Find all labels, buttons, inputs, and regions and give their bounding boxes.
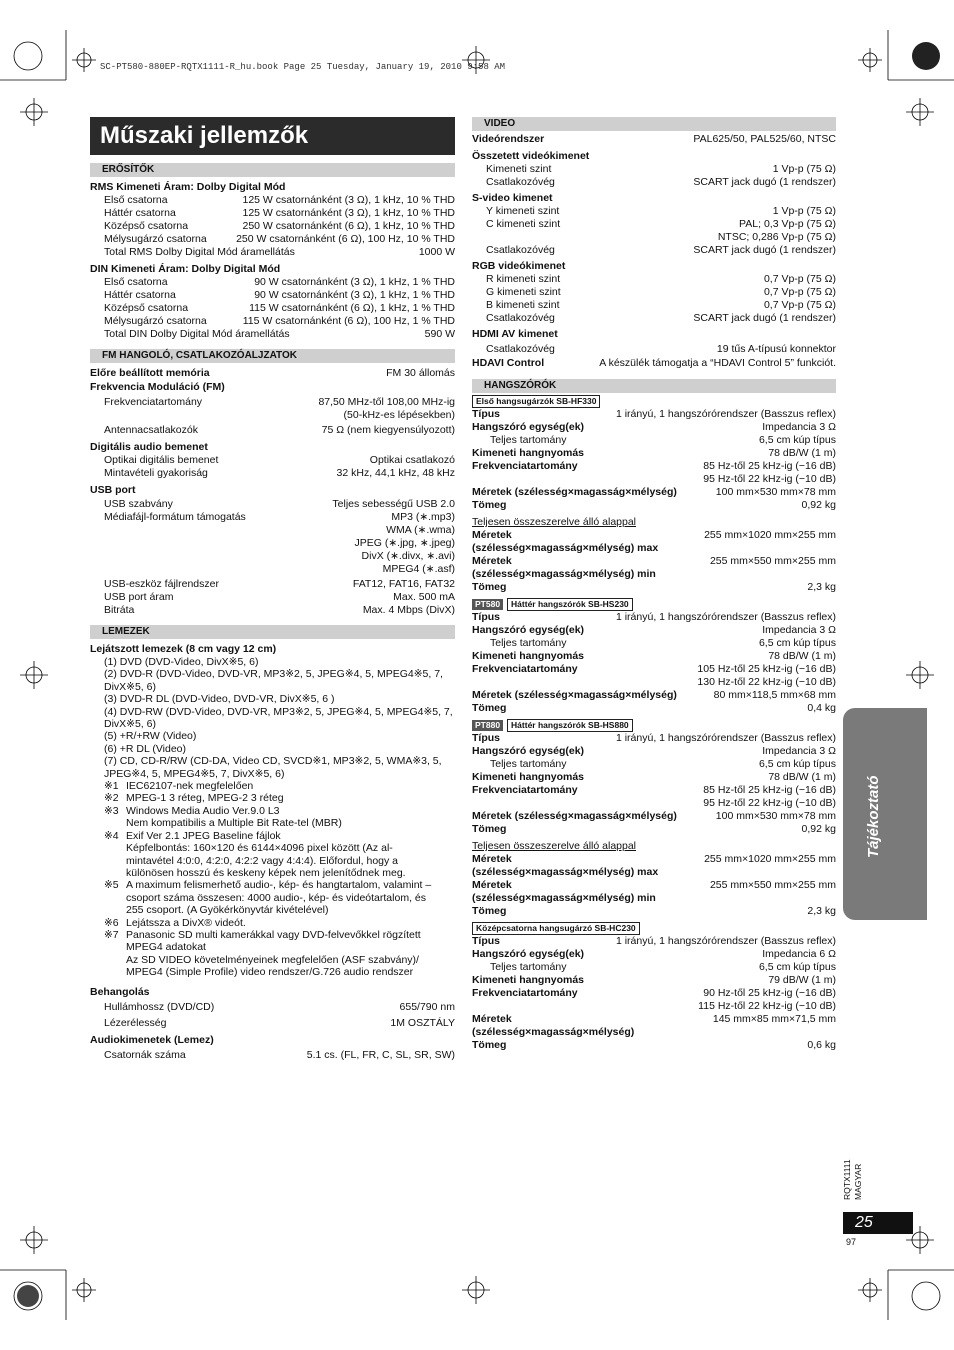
spec-row: Mélysugárzó csatorna 250 W csatornánként (6 Ω), 100 Hz, 10 % THD	[104, 233, 455, 245]
front-speaker-list	[472, 408, 836, 512]
svideo-list	[472, 205, 836, 257]
spec-row: Csatlakozóvég SCART jack dugó (1 rendszer)	[486, 312, 836, 324]
spec-row: Méretek (szélesség×magasság×mélység) 100 mm×530 mm×78 mm	[472, 810, 836, 822]
spec-row: Tömeg 0,6 kg	[472, 1039, 836, 1051]
spec-row: Méretek (szélesség×magasság×mélység) min 255 mm×550 mm×255 mm	[472, 879, 836, 904]
spec-row: Méretek (szélesség×magasság×mélység) max 255 mm×1020 mm×255 mm	[472, 529, 836, 554]
spec-row: Frekvenciatartomány 85 Hz-től 25 kHz-ig (−16 dB) 95 Hz-től 22 kHz-ig (−10 dB)	[472, 460, 836, 485]
list-item: (5) +R/+RW (Video)	[104, 730, 197, 743]
spec-row: USB-eszköz fájlrendszer FAT12, FAT16, FAT32	[104, 578, 455, 590]
spec-row: Total RMS Dolby Digital Mód áramellátás 1000 W	[104, 246, 455, 258]
composite-list	[472, 163, 836, 189]
spec-row: Kimeneti hangnyomás 79 dB/W (1 m)	[472, 974, 836, 986]
footnote: ※5 A maximum felismerhető audio-, kép- és hangtartalom, valamint – csoport száma összesen: 4000 audio-, kép- és videótartalom, és 255 csoport. (A Gyökérkönyvtár kivételével)	[104, 879, 432, 917]
spec-row: Háttér csatorna 125 W csatornánként (3 Ω), 1 kHz, 10 % THD	[104, 207, 455, 219]
spec-row: Kimeneti hangnyomás 78 dB/W (1 m)	[472, 771, 836, 783]
spec-row: Total DIN Dolby Digital Mód áramellátás 590 W	[104, 328, 455, 340]
front-speakers-subheading: Első hangsugárzók SB-HF330	[472, 395, 600, 408]
pt580-tag: PT580	[472, 599, 503, 610]
left-column	[90, 163, 455, 1062]
list-item: (1) DVD (DVD-Video, DivX※5, 6)	[104, 656, 259, 668]
spec-row: B kimeneti szint 0,7 Vp-p (75 Ω)	[486, 299, 836, 311]
list-item: (6) +R DL (Video)	[104, 742, 186, 755]
spec-row: Csatlakozóvég 19 tűs A-típusú konnektor	[486, 343, 836, 355]
stand-title: Teljesen összeszerelve álló alappal	[472, 516, 637, 528]
footnote: ※7 Panasonic SD multi kamerákkal vagy DVD-felvevőkkel rögzített MPEG4 adatokat Az SD VIDEO követelményeinek megfelelően (ASF szabvány)/ MPEG4 (Simple Profile) video rendszer/G.726 audio rendszer	[104, 928, 421, 979]
footnote: ※2 MPEG-1 3 réteg, MPEG-2 3 réteg	[104, 792, 284, 805]
list-item: (4) DVD-RW (DVD-Video, DVD-VR, MP3※2, 5, JPEG※4, 5, MPEG4※5, 7, DivX※5, 6)	[104, 705, 453, 731]
spec-row: Tömeg 2,3 kg	[472, 905, 836, 917]
side-tab-label: Tájékoztató	[865, 775, 882, 858]
spec-row: Teljes tartomány 6,5 cm kúp típus	[490, 961, 836, 973]
spec-row: Teljes tartomány 6,5 cm kúp típus	[490, 637, 836, 649]
usb-title: USB port	[90, 484, 136, 496]
spec-row: Hullámhossz (DVD/CD) 655/790 nm	[104, 1000, 455, 1013]
spec-row: Első csatorna 90 W csatornánként (3 Ω), 1 kHz, 1 % THD	[104, 276, 455, 288]
composite-title: Összetett videókimenet	[472, 150, 590, 162]
spec-row: Kimeneti hangnyomás 78 dB/W (1 m)	[472, 650, 836, 662]
played-discs-title: Lejátszott lemezek (8 cm vagy 12 cm)	[90, 643, 277, 655]
spec-row: R kimeneti szint 0,7 Vp-p (75 Ω)	[486, 273, 836, 285]
side-tab	[843, 708, 927, 920]
hdmi-title: HDMI AV kimenet	[472, 328, 558, 340]
spec-row: Méretek (szélesség×magasság×mélység) 80 mm×118,5 mm×68 mm	[472, 689, 836, 701]
spec-row: Antennacsatlakozók 75 Ω (nem kiegyensúlyozott)	[104, 424, 455, 436]
spec-row: Teljes tartomány 6,5 cm kúp típus	[490, 434, 836, 446]
spec-row: Csatlakozóvég SCART jack dugó (1 rendszer)	[486, 176, 836, 188]
svideo-title: S-video kimenet	[472, 192, 553, 204]
spec-row: Méretek (szélesség×magasság×mélység) min 255 mm×550 mm×255 mm	[472, 555, 836, 580]
spec-row: G kimeneti szint 0,7 Vp-p (75 Ω)	[486, 286, 836, 298]
list-item: (2) DVD-R (DVD-Video, DVD-VR, MP3※2, 5, JPEG※4, 5, MPEG4※5, 7, DivX※5, 6)	[104, 668, 443, 693]
doc-code: RQTX1111 MAGYAR	[842, 1159, 863, 1200]
section-heading-speakers: HANGSZÓRÓK	[472, 379, 836, 393]
rms-list	[90, 194, 455, 259]
spec-row: Hangszóró egység(ek) Impedancia 3 Ω	[472, 421, 836, 433]
spec-row: C kimeneti szint PAL; 0,3 Vp-p (75 Ω) NTSC; 0,286 Vp-p (75 Ω)	[486, 218, 836, 243]
spec-row: Lézerélesség 1M OSZTÁLY	[104, 1016, 455, 1029]
spec-row: Méretek (szélesség×magasság×mélység) 100 mm×530 mm×78 mm	[472, 486, 836, 498]
footnote: ※3 Windows Media Audio Ver.9.0 L3 Nem kompatibilis a Multiple Bit Rate-tel (MBR)	[104, 804, 342, 830]
spec-row: Frekvenciatartomány 90 Hz-től 25 kHz-ig (−16 dB) 115 Hz-től 22 kHz-ig (−10 dB)	[472, 987, 836, 1012]
spec-row: Típus 1 irányú, 1 hangszórórendszer (Basszus reflex)	[472, 408, 836, 420]
spec-row: Tömeg 0,4 kg	[472, 702, 836, 714]
spec-row: Hangszóró egység(ek) Impedancia 3 Ω	[472, 624, 836, 636]
disc-list	[90, 656, 455, 780]
spec-row: Tömeg 0,92 kg	[472, 499, 836, 511]
rgb-title: RGB videókimenet	[472, 260, 566, 272]
spec-row: Mélysugárzó csatorna 115 W csatornánként (6 Ω), 100 Hz, 1 % THD	[104, 315, 455, 327]
spec-row: Középső csatorna 250 W csatornánként (6 Ω), 1 kHz, 10 % THD	[104, 220, 455, 232]
footnote: ※1 IEC62107-nek megfelelően	[104, 780, 254, 793]
spec-row: Frekvenciatartomány 85 Hz-től 25 kHz-ig (−16 dB) 95 Hz-től 22 kHz-ig (−10 dB)	[472, 784, 836, 809]
footnotes	[90, 780, 455, 979]
section-heading-video: VIDEO	[472, 117, 836, 131]
spec-row: Hangszóró egység(ek) Impedancia 3 Ω	[472, 745, 836, 757]
footnote: ※4 Exif Ver 2.1 JPEG Baseline fájlok Képfelbontás: 160×120 és 6144×4096 pixel között (Az al- mintavétel 4:0:0, 4:2:0, 4:2:2 vagy 4:4:4). Előfordul, hogy a különösen hosszú és keskeny képek nem jelenítődnek meg.	[104, 829, 406, 879]
spec-row: Méretek (szélesség×magasság×mélység) max 255 mm×1020 mm×255 mm	[472, 853, 836, 878]
fm-title: Frekvencia Moduláció (FM)	[90, 381, 225, 393]
spec-row: Videórendszer PAL625/50, PAL525/60, NTSC	[472, 133, 836, 145]
rear-880-list	[472, 732, 836, 836]
right-column	[472, 117, 836, 1052]
rear-880-stand-list	[472, 853, 836, 918]
pickup-title: Behangolás	[90, 985, 150, 998]
spec-row: Tömeg 2,3 kg	[472, 581, 836, 593]
center-speaker-list	[472, 935, 836, 1052]
footnote: ※6 Lejátssza a DivX® videót.	[104, 916, 246, 929]
list-item: (7) CD, CD-R/RW (CD-DA, Video CD, SVCD※1, MP3※2, 5, WMA※3, 5, JPEG※4, 5, MPEG4※5, 7, DivX※5, 6)	[104, 755, 442, 780]
audio-out-title: Audiokimenetek (Lemez)	[90, 1033, 214, 1046]
spec-row: HDAVI Control A készülék támogatja a “HDAVI Control 5” funkciót.	[472, 357, 836, 369]
list-item: (3) DVD-R DL (DVD-Video, DVD-VR, DivX※5, 6 )	[104, 693, 335, 706]
spec-row: Előre beállított memória FM 30 állomás	[90, 367, 455, 379]
spec-row: Típus 1 irányú, 1 hangszórórendszer (Basszus reflex)	[472, 732, 836, 744]
spec-row: Hangszóró egység(ek) Impedancia 6 Ω	[472, 948, 836, 960]
spec-row: Kimeneti hangnyomás 78 dB/W (1 m)	[472, 447, 836, 459]
spec-row: Mintavételi gyakoriság 32 kHz, 44,1 kHz, 48 kHz	[104, 467, 455, 479]
spec-row: Médiafájl-formátum támogatás MP3 (∗.mp3) WMA (∗.wma) JPEG (∗.jpg, ∗.jpeg) DivX (∗.divx, ∗.avi) MPEG4 (∗.asf)	[104, 511, 455, 575]
spec-row: Csatlakozóvég SCART jack dugó (1 rendszer)	[486, 244, 836, 256]
center-speaker-subheading: Középcsatorna hangsugárzó SB-HC230	[472, 922, 640, 935]
pt880-tag: PT880	[472, 720, 503, 731]
spec-row: Teljes tartomány 6,5 cm kúp típus	[490, 758, 836, 770]
spec-row: Típus 1 irányú, 1 hangszórórendszer (Basszus reflex)	[472, 935, 836, 947]
spec-row: Méretek (szélesség×magasság×mélység) 145 mm×85 mm×71,5 mm	[472, 1013, 836, 1038]
file-header-line: SC-PT580-880EP-RQTX1111-R_hu.book Page 25 Tuesday, January 19, 2010 9:58 AM	[100, 62, 506, 72]
rear-speakers-880-subheading: Háttér hangszórók SB-HS880	[507, 719, 633, 732]
spec-row: Optikai digitális bemenet Optikai csatlakozó	[104, 454, 455, 466]
spec-row: USB port áram Max. 500 mA	[104, 591, 455, 603]
din-title: DIN Kimeneti Áram: Dolby Digital Mód	[90, 263, 281, 275]
section-heading-fm: FM HANGOLÓ, CSATLAKOZÓALJZATOK	[90, 349, 455, 363]
section-heading-discs: LEMEZEK	[90, 625, 455, 639]
spec-row: Bitráta Max. 4 Mbps (DivX)	[104, 604, 455, 616]
spec-row: Középső csatorna 115 W csatornánként (6 Ω), 1 kHz, 1 % THD	[104, 302, 455, 314]
digital-audio-title: Digitális audio bemenet	[90, 441, 208, 453]
din-list	[90, 276, 455, 341]
rms-title: RMS Kimeneti Áram: Dolby Digital Mód	[90, 181, 286, 193]
page-number: 25	[843, 1212, 913, 1234]
spec-row: Első csatorna 125 W csatornánként (3 Ω), 1 kHz, 10 % THD	[104, 194, 455, 206]
spec-row: Y kimeneti szint 1 Vp-p (75 Ω)	[486, 205, 836, 217]
spec-row: Kimeneti szint 1 Vp-p (75 Ω)	[486, 163, 836, 175]
spec-row: Frekvenciatartomány 105 Hz-től 25 kHz-ig (−16 dB) 130 Hz-től 22 kHz-ig (−10 dB)	[472, 663, 836, 688]
rgb-list	[472, 273, 836, 325]
spec-row: Típus 1 irányú, 1 hangszórórendszer (Basszus reflex)	[472, 611, 836, 623]
spec-row: Tömeg 0,92 kg	[472, 823, 836, 835]
rear-580-list	[472, 611, 836, 715]
front-stand-list	[472, 529, 836, 594]
page-title: Műszaki jellemzők	[90, 117, 455, 155]
rear-speakers-580-subheading: Háttér hangszórók SB-HS230	[507, 598, 633, 611]
spec-row: USB szabvány Teljes sebességű USB 2.0	[104, 498, 455, 510]
spec-row: Háttér csatorna 90 W csatornánként (3 Ω), 1 kHz, 1 % THD	[104, 289, 455, 301]
spec-row: Csatornák száma 5.1 cs. (FL, FR, C, SL, SR, SW)	[104, 1048, 455, 1061]
page-small: 97	[846, 1237, 857, 1247]
spec-row: Frekvenciatartomány 87,50 MHz-től 108,00 MHz-ig (50-kHz-es lépésekben)	[104, 396, 455, 421]
section-heading-amplifiers: ERŐSÍTŐK	[90, 163, 455, 177]
stand-title: Teljesen összeszerelve álló alappal	[472, 840, 637, 852]
